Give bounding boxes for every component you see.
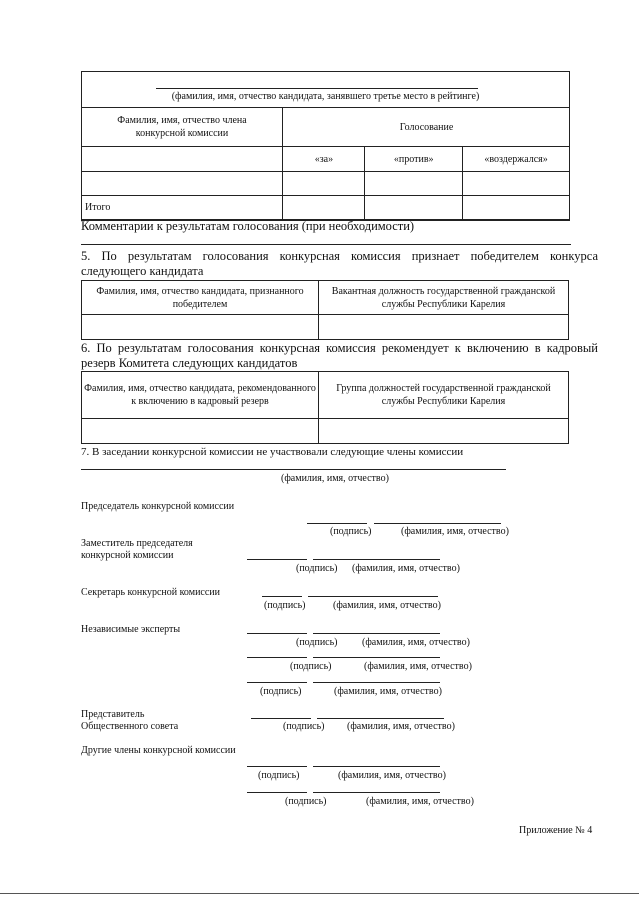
voting-grid	[81, 146, 570, 220]
expert1-fio-caption: (фамилия, имя, отчество)	[362, 637, 470, 648]
public-fio-caption: (фамилия, имя, отчество)	[347, 721, 455, 732]
public-council-label-2: Общественного совета	[81, 721, 179, 732]
public-council-label-1: Представитель	[81, 709, 145, 720]
comments-label: Комментарии к результатам голосования (при необходимости)	[81, 219, 415, 233]
page-bottom-edge	[0, 893, 639, 894]
reserve-fio-header: Фамилия, имя, отчество кандидата, рекомендованного к включению в кадровый резерв	[82, 372, 319, 419]
experts-label: Независимые эксперты	[81, 624, 181, 635]
expert1-signature-caption: (подпись)	[296, 637, 338, 648]
expert2-fio-caption: (фамилия, имя, отчество)	[364, 661, 472, 672]
reserve-group-header: Группа должностей государственной гражданской службы Республики Карелия	[319, 372, 569, 419]
other1-fio-caption: (фамилия, имя, отчество)	[338, 770, 446, 781]
member-header: Фамилия, имя, отчество члена конкурсной комиссии	[117, 115, 247, 139]
winner-fio-header: Фамилия, имя, отчество кандидата, признанного победителем	[82, 281, 319, 315]
absent-members-line	[81, 469, 506, 470]
secretary-fio-caption: (фамилия, имя, отчество)	[333, 600, 441, 611]
winner-position-header: Вакантная должность государственной гражданской службы Республики Карелия	[319, 281, 569, 315]
appendix-label: Приложение № 4	[519, 825, 593, 836]
chairman-fio-caption: (фамилия, имя, отчество)	[401, 526, 509, 537]
section5-text-1: 5. По результатам голосования конкурсная комиссия признает победителем конкурса	[81, 249, 598, 263]
section7-text: 7. В заседании конкурсной комиссии не участвовали следующие члены комиссии	[81, 446, 464, 458]
chairman-signature-caption: (подпись)	[330, 526, 372, 537]
rating-table	[81, 71, 570, 221]
secretary-label: Секретарь конкурсной комиссии	[81, 587, 220, 598]
other2-fio-caption: (фамилия, имя, отчество)	[366, 796, 474, 807]
winner-table	[81, 280, 569, 340]
candidate-caption: (фамилия, имя, отчество кандидата, занявшего третье место в рейтинге)	[171, 91, 480, 102]
other1-signature-caption: (подпись)	[258, 770, 300, 781]
chairman-label: Председатель конкурсной комиссии	[81, 501, 235, 512]
total-label: Итого	[82, 196, 283, 220]
expert3-fio-caption: (фамилия, имя, отчество)	[334, 686, 442, 697]
col-for: «за»	[283, 147, 365, 172]
reserve-table	[81, 371, 569, 444]
absent-members-caption: (фамилия, имя, отчество)	[281, 473, 389, 484]
expert2-signature-caption: (подпись)	[290, 661, 332, 672]
deputy-label-1: Заместитель председателя	[81, 538, 193, 549]
candidate-name-line	[156, 88, 478, 89]
voting-header: Голосование	[282, 108, 570, 146]
deputy-fio-caption: (фамилия, имя, отчество)	[352, 563, 460, 574]
comments-line	[81, 244, 571, 245]
deputy-label-2: конкурсной комиссии	[81, 550, 174, 561]
public-signature-caption: (подпись)	[283, 721, 325, 732]
col-against: «против»	[365, 147, 463, 172]
section6-text-1: 6. По результатам голосования конкурсная комиссия рекомендует к включению в кадровый	[81, 341, 598, 355]
col-abstain: «воздержался»	[463, 147, 570, 172]
secretary-signature-caption: (подпись)	[264, 600, 306, 611]
section5-text-2: следующего кандидата	[81, 264, 204, 278]
deputy-signature-caption: (подпись)	[296, 563, 338, 574]
expert3-signature-caption: (подпись)	[260, 686, 302, 697]
other-members-label: Другие члены конкурсной комиссии	[81, 745, 236, 756]
member-cell	[82, 147, 283, 172]
other2-signature-caption: (подпись)	[285, 796, 327, 807]
section6-text-2: резерв Комитета следующих кандидатов	[81, 356, 298, 370]
member-cell	[82, 172, 283, 196]
